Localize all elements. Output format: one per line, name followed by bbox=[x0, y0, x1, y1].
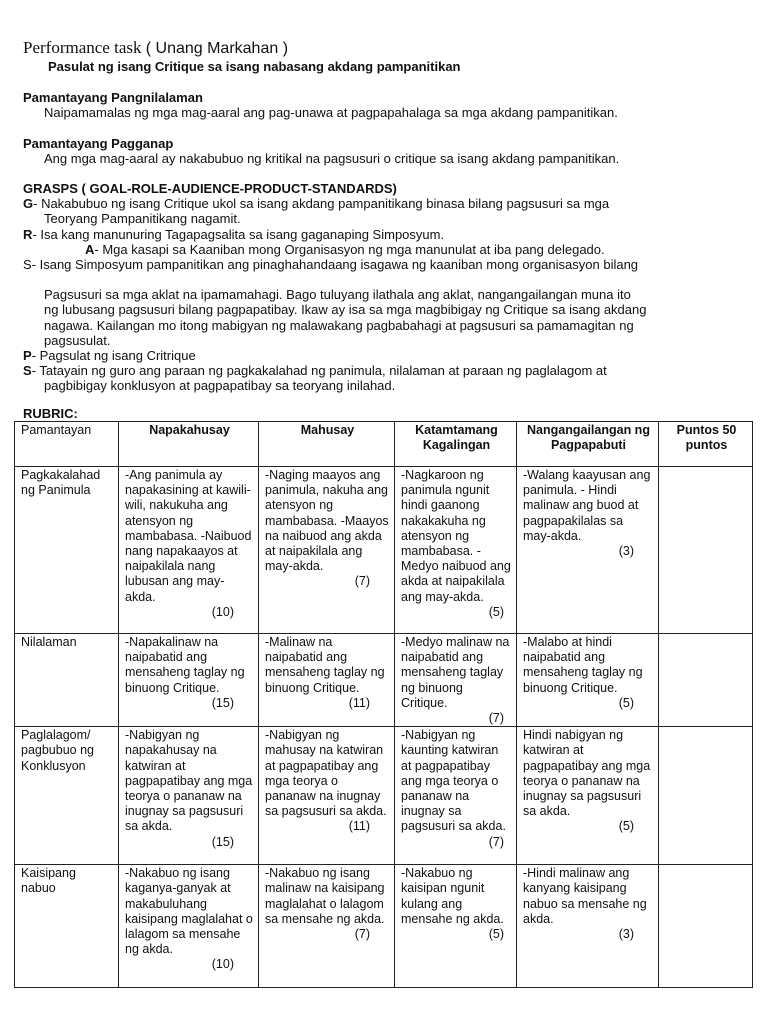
section-text: Naipamamalas ng mga mag-aaral ang pag-unawa at pagpapahalaga sa mga akdang pampanitikan. bbox=[44, 105, 618, 121]
page-title bbox=[23, 40, 288, 56]
rubric-header: Napakahusay bbox=[119, 422, 259, 467]
grasps-standards: S- Tatayain ng guro ang paraan ng pagkakalahad ng panimula, nilalaman at paraan ng paglalagom at bbox=[23, 363, 607, 379]
grasps-goal-cont: Teoryang Pampanitikang nagamit. bbox=[44, 211, 241, 227]
points-value: (5) bbox=[618, 819, 634, 834]
rubric-cell: -Nabigyan ng mahusay na katwiran at pagpapatibay ang mga teorya o pananaw na inugnay sa pagsusuri sa akda. (11) bbox=[259, 727, 395, 865]
rubric-criterion: Pagkakalahad ng Panimula bbox=[15, 467, 119, 634]
section-heading: GRASPS ( GOAL-ROLE-AUDIENCE-PRODUCT-STANDARDS) bbox=[23, 181, 397, 196]
rubric-cell: -Nakabuo ng isang kaganya-ganyak at makabuluhang kaisipang maglalahat o lalagom sa mensahe ng akda. (10) bbox=[119, 865, 259, 988]
rubric-header: Pamantayan bbox=[15, 422, 119, 467]
grasps-para: ng lubusang pagsusuri bilang pagpapatibay. Ikaw ay isa sa mga magbibigay ng Critique sa isang akdang bbox=[44, 302, 647, 318]
section-heading: Pamantayang Pagganap bbox=[23, 136, 174, 151]
section-heading: Pamantayang Pangnilalaman bbox=[23, 90, 203, 105]
rubric-score-cell bbox=[659, 727, 753, 865]
rubric-cell: -Nagkaroon ng panimula ngunit hindi gaanong nakakakuha ng atensyon ng mambabasa. -Medyo naibuod ang akda at naipakilala ang may-akda. (5) bbox=[395, 467, 517, 634]
points-value: (15) bbox=[211, 695, 234, 710]
rubric-criterion: Kaisipang nabuo bbox=[15, 865, 119, 988]
rubric-cell: -Walang kaayusan ang panimula. - Hindi malinaw ang buod at pagpapakilalas sa may-akda. (3) bbox=[517, 467, 659, 634]
rubric-table bbox=[14, 421, 753, 988]
rubric-cell: -Nakabuo ng isang malinaw na kaisipang maglalahat o lalagom sa mensahe ng akda. (7) bbox=[259, 865, 395, 988]
points-value: (7) bbox=[354, 927, 370, 942]
section-text: Ang mga mag-aaral ay nakabubuo ng kritikal na pagsusuri o critique sa isang akdang pampanitikan. bbox=[44, 151, 620, 167]
title-main: Performance task bbox=[23, 38, 142, 57]
section-grasps bbox=[23, 181, 753, 394]
rubric-cell: Hindi nabigyan ng katwiran at pagpapatibay ang mga teorya o pananaw na inugnay sa pagsusuri sa akda. (5) bbox=[517, 727, 659, 865]
grasps-goal: G- Nakabubuo ng isang Critique ukol sa isang akdang pampanitikang binasa bilang pagsusuri sa mga bbox=[23, 196, 610, 212]
grasps-standards-cont: pagbibigay konklusyon at pagpapatibay sa teoryang inilahad. bbox=[44, 378, 396, 394]
rubric-criterion: Paglalagom/ pagbubuo ng Konklusyon bbox=[15, 727, 119, 865]
rubric-row bbox=[15, 467, 753, 634]
rubric-label: RUBRIC: bbox=[23, 406, 78, 421]
points-value: (10) bbox=[211, 957, 234, 972]
rubric-cell: -Medyo malinaw na naipabatid ang mensaheng taglay ng binuong Critique. (7) bbox=[395, 634, 517, 727]
page-subtitle: Pasulat ng isang Critique sa isang nabasang akdang pampanitikan bbox=[48, 59, 461, 74]
rubric-cell: -Naging maayos ang panimula, nakuha ang atensyon ng mambabasa. -Maayos na naibuod ang akda at naipakilala ang may-akda. (7) bbox=[259, 467, 395, 634]
grasps-para: Pagsusuri sa mga aklat na ipamamahagi. Bago tuluyang ilathala ang aklat, nangangailangan muna ito bbox=[44, 287, 631, 303]
points-value: (7) bbox=[488, 834, 504, 849]
section-pangnilalaman bbox=[23, 90, 753, 120]
rubric-criterion: Nilalaman bbox=[15, 634, 119, 727]
rubric-cell: -Hindi malinaw ang kanyang kaisipang nabuo sa mensahe ng akda. (3) bbox=[517, 865, 659, 988]
points-value: (11) bbox=[348, 695, 370, 710]
rubric-cell: -Malinaw na naipabatid ang mensaheng taglay ng binuong Critique. (11) bbox=[259, 634, 395, 727]
rubric-header-row bbox=[15, 422, 753, 467]
grasps-product: P- Pagsulat ng isang Critrique bbox=[23, 348, 196, 364]
rubric-cell: -Malabo at hindi naipabatid ang mensaheng taglay ng binuong Critique. (5) bbox=[517, 634, 659, 727]
rubric-score-cell bbox=[659, 634, 753, 727]
title-quarter: ( Unang Markahan ) bbox=[145, 40, 289, 57]
section-pagganap bbox=[23, 136, 753, 166]
grasps-para: nagawa. Kailangan mo itong mabigyan ng malawakang pagbabahagi at pagsusuri sa pamamagitan ng bbox=[44, 317, 634, 333]
points-value: (5) bbox=[488, 604, 504, 619]
points-value: (10) bbox=[211, 604, 234, 619]
rubric-cell: -Nabigyan ng kaunting katwiran at pagpapatibay ang mga teorya o pananaw na inugnay sa pagsusuri sa akda. (7) bbox=[395, 727, 517, 865]
points-value: (5) bbox=[488, 927, 504, 942]
points-value: (7) bbox=[354, 574, 370, 589]
rubric-row bbox=[15, 727, 753, 865]
rubric-row bbox=[15, 865, 753, 988]
points-value: (15) bbox=[211, 834, 234, 849]
grasps-situation: S- Isang Simposyum pampanitikan ang pinaghahandaang isagawa ng kaaniban mong organisasyon bilang bbox=[23, 257, 639, 273]
points-value: (3) bbox=[618, 544, 634, 559]
rubric-header: Puntos 50 puntos bbox=[659, 422, 753, 467]
rubric-row bbox=[15, 634, 753, 727]
rubric-cell: -Nabigyan ng napakahusay na katwiran at pagpapatibay ang mga teorya o pananaw na inugnay sa pagsusuri sa akda. (15) bbox=[119, 727, 259, 865]
rubric-cell: -Napakalinaw na naipabatid ang mensaheng taglay ng binuong Critique. (15) bbox=[119, 634, 259, 727]
rubric-cell: -Nakabuo ng kaisipan ngunit kulang ang mensahe ng akda. (5) bbox=[395, 865, 517, 988]
grasps-role: R- Isa kang manunuring Tagapagsalita sa isang gaganaping Simposyum. bbox=[23, 226, 445, 242]
points-value: (7) bbox=[488, 711, 504, 726]
rubric-score-cell bbox=[659, 467, 753, 634]
rubric-header: Mahusay bbox=[259, 422, 395, 467]
rubric-header: Katamtamang Kagalingan bbox=[395, 422, 517, 467]
grasps-audience: A- Mga kasapi sa Kaaniban mong Organisasyon ng mga manunulat at iba pang delegado. bbox=[85, 241, 605, 257]
rubric-cell: -Ang panimula ay napakasining at kawili-wili, nakukuha ang atensyon ng mambabasa. -Naibuod nang napakaayos at naipakilala nang lubusan ang may-akda. (10) bbox=[119, 467, 259, 634]
points-value: (3) bbox=[618, 927, 634, 942]
points-value: (5) bbox=[618, 695, 634, 710]
points-value: (11) bbox=[348, 819, 370, 834]
rubric-score-cell bbox=[659, 865, 753, 988]
grasps-para: pagsusulat. bbox=[44, 332, 111, 348]
rubric-header: Nangangailangan ng Pagpapabuti bbox=[517, 422, 659, 467]
